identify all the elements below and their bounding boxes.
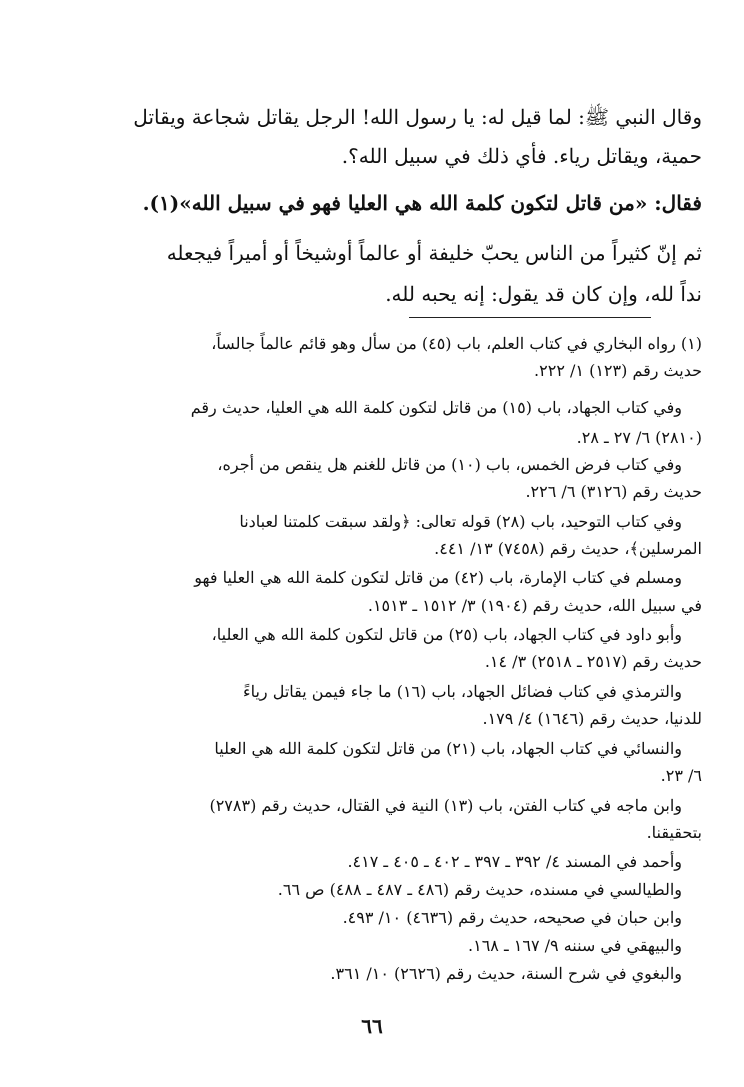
footnote-line: ومسلم في كتاب الإمارة، باب (٤٢) من قاتل لتكون كلمة الله هي العليا فهو — [194, 568, 682, 587]
footnote-line: وابن ماجه في كتاب الفتن، باب (١٣) النية في القتال، حديث رقم (٢٧٨٣) — [209, 796, 682, 815]
footnote-separator — [409, 317, 651, 318]
footnote-line: المرسلين﴾، حديث رقم (٧٤٥٨) ١٣/ ٤٤١. — [434, 539, 702, 558]
footnote-line: والبيهقي في سننه ٩/ ١٦٧ ـ ١٦٨. — [468, 936, 682, 955]
body-line-5: نداً لله، وإن كان قد يقول: إنه يحبه لله. — [385, 282, 702, 306]
footnote-line: والنسائي في كتاب الجهاد، باب (٢١) من قاتل لتكون كلمة الله هي العليا — [214, 739, 682, 758]
footnote-line: ٦/ ٢٣. — [660, 766, 702, 785]
footnote-line: وفي كتاب فرض الخمس، باب (١٠) من قاتل للغنم هل ينقص من أجره، — [217, 455, 682, 474]
footnote-line: والطيالسي في مسنده، حديث رقم (٤٨٦ ـ ٤٨٧ ـ ٤٨٨) ص ٦٦. — [277, 880, 682, 899]
footnote-line: وأبو داود في كتاب الجهاد، باب (٢٥) من قاتل لتكون كلمة الله هي العليا، — [211, 625, 682, 644]
footnote-line: وأحمد في المسند ٤/ ٣٩٢ ـ ٣٩٧ ـ ٤٠٢ ـ ٤٠٥ ـ ٤١٧. — [347, 852, 682, 871]
footnote-line: وفي كتاب التوحيد، باب (٢٨) قوله تعالى: ﴿ولقد سبقت كلمتنا لعبادنا — [239, 512, 682, 531]
footnote-line: والبغوي في شرح السنة، حديث رقم (٢٦٢٦) ١٠/ ٣٦١. — [330, 964, 682, 983]
footnote-line: حديث رقم (٣١٢٦) ٦/ ٢٢٦. — [525, 482, 702, 501]
footnote-line: وابن حبان في صحيحه، حديث رقم (٤٦٣٦) ١٠/ ٤٩٣. — [342, 908, 682, 927]
hadith-quote-line: فقال: «من قاتل لتكون كلمة الله هي العليا فهو في سبيل الله»(١). — [142, 191, 702, 215]
footnote-line: حديث رقم (٢٥١٧ ـ ٢٥١٨) ٣/ ١٤. — [484, 652, 702, 671]
body-line-4: ثم إنّ كثيراً من الناس يحبّ خليفة أو عالماً أوشيخاً أو أميراً فيجعله — [166, 241, 702, 265]
footnote-line: (٢٨١٠) ٦/ ٢٧ ـ ٢٨. — [576, 428, 702, 447]
footnote-line: وفي كتاب الجهاد، باب (١٥) من قاتل لتكون كلمة الله هي العليا، حديث رقم — [190, 398, 682, 417]
body-line-2: حمية، ويقاتل رياء. فأي ذلك في سبيل الله؟. — [341, 144, 702, 168]
footnote-line: بتحقيقنا. — [646, 823, 702, 842]
body-line-1: وقال النبي ﷺ: لما قيل له: يا رسول الله! الرجل يقاتل شجاعة ويقاتل — [133, 105, 702, 129]
footnote-line: في سبيل الله، حديث رقم (١٩٠٤) ٣/ ١٥١٢ ـ ١٥١٣. — [367, 596, 702, 615]
footnote-line: حديث رقم (١٢٣) ١/ ٢٢٢. — [534, 361, 702, 380]
footnote-line: (١) رواه البخاري في كتاب العلم، باب (٤٥) من سأل وهو قائم عالماً جالساً، — [211, 334, 702, 353]
footnote-line: للدنيا، حديث رقم (١٦٤٦) ٤/ ١٧٩. — [482, 709, 702, 728]
footnote-line: والترمذي في كتاب فضائل الجهاد، باب (١٦) ما جاء فيمن يقاتل رياءً — [243, 682, 682, 701]
page-number: ٦٦ — [361, 1014, 383, 1038]
